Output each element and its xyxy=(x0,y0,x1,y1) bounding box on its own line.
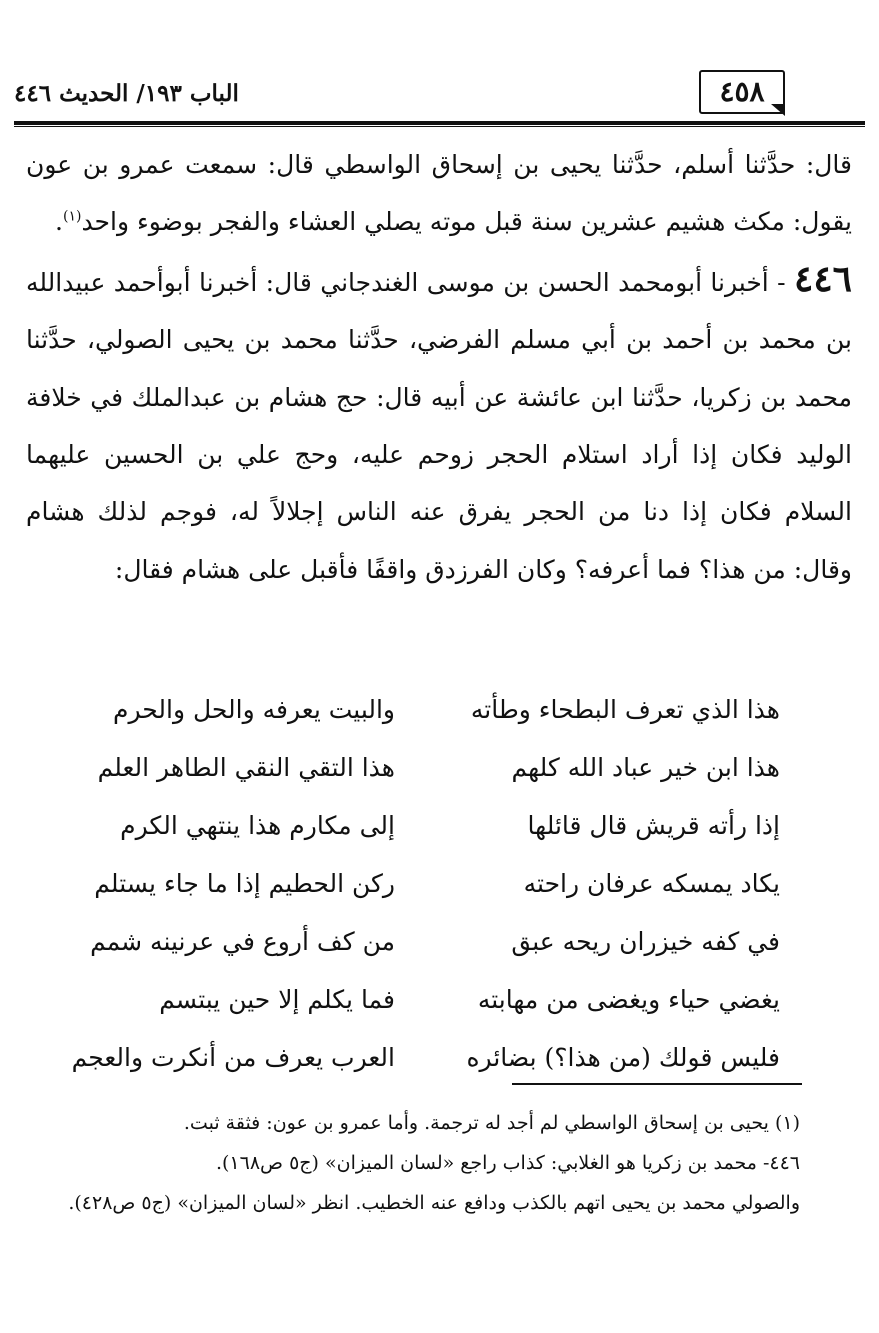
poem-verse xyxy=(40,797,780,855)
paragraph-1-text: قال: حدَّثنا أسلم، حدَّثنا يحيى بن إسحاق الواسطي قال: سمعت عمرو بن عون يقول: مكث هشيم عشرين سنة قبل موته يصلي العشاء والفجر بوضوء واحد xyxy=(26,150,852,237)
verse-second-hemistich: هذا التقي النقي الطاهر العلم xyxy=(97,753,395,782)
poem-verse xyxy=(40,739,780,797)
paragraph-2-text: - أخبرنا أبومحمد الحسن بن موسى الغندجاني قال: أخبرنا أبوأحمد عبيدالله بن محمد بن أحمد بن أبي مسلم الفرضي، حدَّثنا محمد بن يحيى الصولي، حدَّثنا محمد بن زكريا، حدَّثنا ابن عائشة عن أبيه قال: حج هشام بن عبدالملك في خلافة الوليد فكان إذا أراد استلام الحجر زوحم عليه، وحج علي بن الحسين عليهما السلام فكان إذا دنا من الحجر يفرق عنه الناس إجلالاً له، فوجم لذلك هشام وقال: من هذا؟ فما أعرفه؟ وكان الفرزدق واقفًا فأقبل على هشام فقال: xyxy=(26,267,853,584)
poem-verse xyxy=(40,971,780,1029)
poem-verse xyxy=(40,1029,780,1087)
verse-second-hemistich: فما يكلم إلا حين يبتسم xyxy=(159,985,395,1014)
footnotes xyxy=(30,1105,800,1221)
verse-second-hemistich: ركن الحطيم إذا ما جاء يستلم xyxy=(94,869,395,898)
paragraph-2 xyxy=(26,251,852,598)
poem-verse xyxy=(40,913,780,971)
footnote-1: (١) يحيى بن إسحاق الواسطي لم أجد له ترجمة. وأما عمرو بن عون: فثقة ثبت. xyxy=(183,1112,800,1134)
header-rule xyxy=(14,121,865,127)
page-number-fold-icon xyxy=(771,104,785,116)
verse-second-hemistich: إلى مكارم هذا ينتهي الكرم xyxy=(120,811,395,840)
verse-second-hemistich: العرب يعرف من أنكرت والعجم xyxy=(71,1043,395,1072)
footnote-marker: (١) xyxy=(62,209,82,226)
verse-first-hemistich: فليس قولك (من هذا؟) بضائره xyxy=(466,1043,780,1072)
poem xyxy=(40,681,780,1087)
hadith-number: ٤٤٦ xyxy=(793,257,852,300)
paragraph-1-end: . xyxy=(55,207,63,237)
poem-verse xyxy=(40,681,780,739)
running-title: الباب ١٩٣/ الحديث ٤٤٦ xyxy=(14,80,239,107)
footnote-separator xyxy=(512,1083,802,1085)
verse-first-hemistich: يكاد يمسكه عرفان راحته xyxy=(523,869,780,898)
footnote-hadith-446: ٤٤٦- محمد بن زكريا هو الغلابي: كذاب راجع «لسان الميزان» (ج٥ ص١٦٨). xyxy=(215,1152,800,1174)
verse-first-hemistich: إذا رأته قريش قال قائلها xyxy=(527,811,780,840)
paragraph-1 xyxy=(26,136,852,251)
poem-verse xyxy=(40,855,780,913)
verse-first-hemistich: هذا الذي تعرف البطحاء وطأته xyxy=(470,695,780,724)
footnote-hadith-446-cont: والصولي محمد بن يحيى اتهم بالكذب ودافع عنه الخطيب. انظر «لسان الميزان» (ج٥ ص٤٢٨). xyxy=(68,1192,800,1214)
verse-first-hemistich: يغضي حياء ويغضى من مهابته xyxy=(477,985,780,1014)
page-number: ٤٥٨ xyxy=(699,70,785,114)
verse-second-hemistich: والبيت يعرفه والحل والحرم xyxy=(112,695,395,724)
verse-first-hemistich: في كفه خيزران ريحه عبق xyxy=(511,927,780,956)
main-text xyxy=(26,136,852,598)
page-header xyxy=(14,60,865,130)
verse-second-hemistich: من كف أروع في عرنينه شمم xyxy=(90,927,395,956)
verse-first-hemistich: هذا ابن خير عباد الله كلهم xyxy=(511,753,780,782)
